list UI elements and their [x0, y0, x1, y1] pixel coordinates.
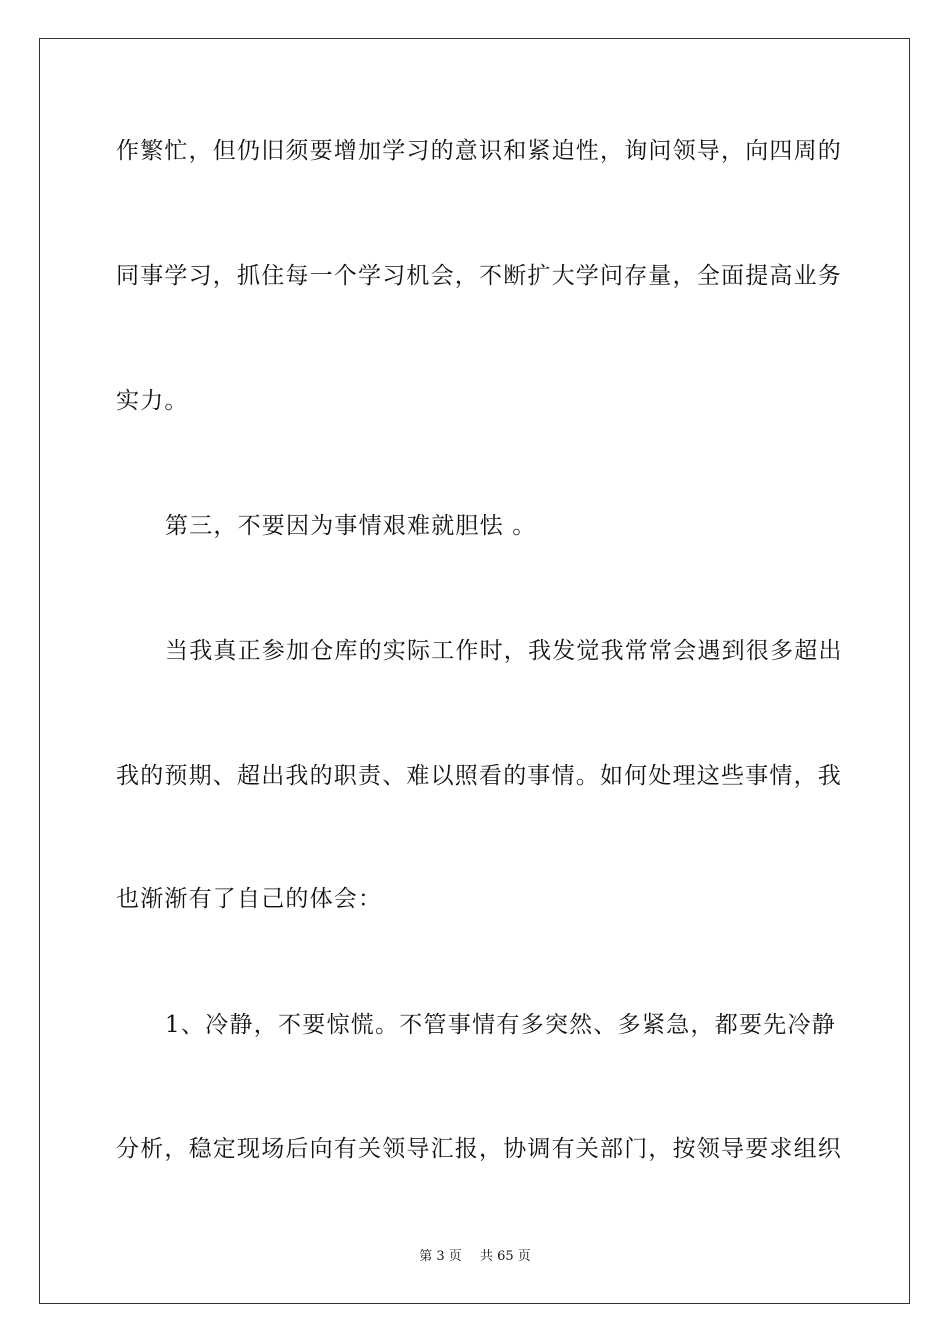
body-text-line: 也渐渐有了自己的体会： — [116, 886, 383, 912]
list-item-text: 1、冷静，不要惊慌。不管事情有多突然、多紧急，都要先冷静 — [165, 1012, 836, 1038]
body-text-line: 同事学习，抓住每一个学习机会，不断扩大学问存量，全面提高业务 — [116, 263, 842, 289]
page-footer — [0, 1248, 950, 1266]
section-heading: 第三，不要因为事情艰难就胆怯 。 — [165, 513, 537, 539]
body-text-line: 我的预期、超出我的职责、难以照看的事情。如何处理这些事情，我 — [116, 763, 842, 789]
body-text-line: 实力。 — [116, 388, 189, 414]
page-total: 共 65 页 — [479, 1249, 531, 1264]
page-border — [39, 38, 910, 1304]
body-text-line: 分析，稳定现场后向有关领导汇报，协调有关部门，按领导要求组织 — [116, 1136, 842, 1162]
body-text-line: 当我真正参加仓库的实际工作时，我发觉我常常会遇到很多超出 — [165, 638, 843, 664]
page-number: 第 3 页 — [419, 1249, 462, 1264]
body-text-line: 作繁忙，但仍旧须要增加学习的意识和紧迫性，询问领导，向四周的 — [116, 138, 842, 164]
